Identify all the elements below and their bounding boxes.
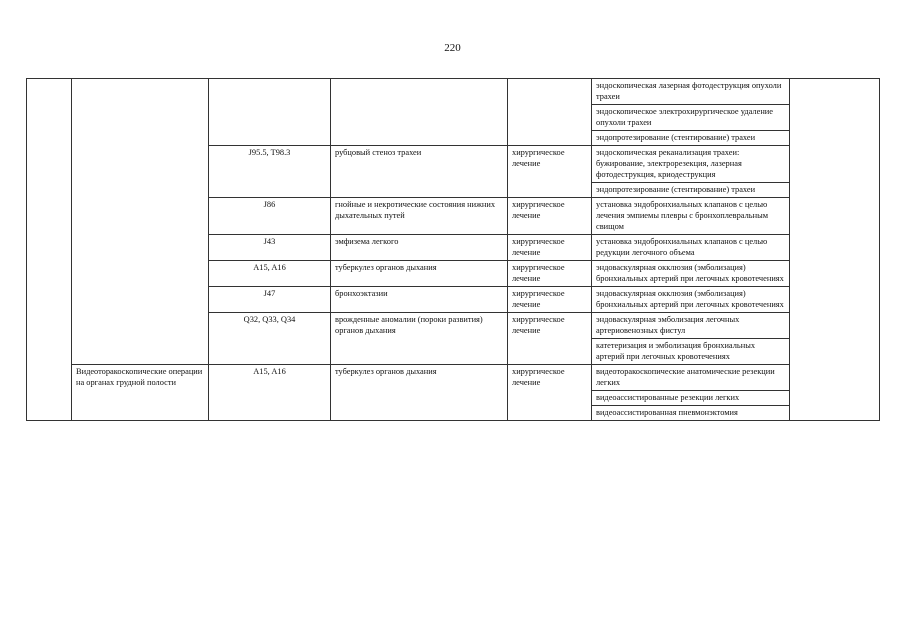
method-item: эндоваскулярная эмболизация легочных артериовенозных фистул — [592, 313, 789, 339]
treatment-cell: хирургическое лечение — [508, 287, 592, 313]
code-cell — [209, 79, 331, 146]
table-row — [27, 79, 880, 146]
group-title-cell: Видеоторакоскопические операции на органах грудной полости — [72, 365, 209, 421]
treatment-cell: хирургическое лечение — [508, 235, 592, 261]
method-item: эндоскопическое электрохирургическое удаление опухоли трахеи — [592, 105, 789, 131]
diagnosis-cell: эмфизема легкого — [331, 235, 508, 261]
treatment-cell — [508, 79, 592, 146]
code-cell: A15, A16 — [209, 261, 331, 287]
diagnosis-cell — [331, 79, 508, 146]
treatment-cell: хирургическое лечение — [508, 261, 592, 287]
methods-cell — [592, 313, 790, 365]
method-item: эндопротезирование (стентирование) трахеи — [596, 133, 756, 142]
methods-cell — [592, 79, 790, 146]
code-cell: A15, A16 — [209, 365, 331, 421]
procedures-table — [26, 78, 880, 421]
diagnosis-cell: туберкулез органов дыхания — [331, 365, 508, 421]
method-item: эндопротезирование (стентирование) трахеи — [596, 185, 756, 194]
method-item: катетеризация и эмболизация бронхиальных артерий при легочных кровотечениях — [596, 341, 756, 361]
page-number: 220 — [444, 42, 461, 54]
method-item: установка эндобронхиальных клапанов с целью редукции легочного объема — [596, 237, 768, 257]
method-item: эндоскопическая реканализация трахеи: бужирование, электрорезекция, лазерная фотодеструкция, криодеструкция — [592, 146, 789, 183]
methods-cell — [592, 198, 790, 235]
last-cell — [790, 79, 880, 421]
methods-cell — [592, 146, 790, 198]
method-item: эндоваскулярная окклюзия (эмболизация) бронхиальных артерий при легочных кровотечениях — [596, 289, 784, 309]
methods-cell — [592, 235, 790, 261]
treatment-cell: хирургическое лечение — [508, 365, 592, 421]
index-cell — [27, 79, 72, 421]
code-cell: J47 — [209, 287, 331, 313]
diagnosis-cell: туберкулез органов дыхания — [331, 261, 508, 287]
code-cell: J43 — [209, 235, 331, 261]
treatment-cell: хирургическое лечение — [508, 313, 592, 365]
method-item: видеоассистированная пневмонэктомия — [596, 408, 738, 417]
diagnosis-cell: рубцовый стеноз трахеи — [331, 146, 508, 198]
methods-cell — [592, 287, 790, 313]
table-row — [27, 365, 880, 421]
method-item: видеоторакоскопические анатомические резекции легких — [592, 365, 789, 391]
diagnosis-cell: бронхоэктазии — [331, 287, 508, 313]
method-item: эндоскопическая лазерная фотодеструкция опухоли трахеи — [592, 79, 789, 105]
group-title-cell — [72, 79, 209, 365]
diagnosis-cell: врожденные аномалии (пороки развития) органов дыхания — [331, 313, 508, 365]
code-cell: J86 — [209, 198, 331, 235]
methods-cell — [592, 365, 790, 421]
code-cell: Q32, Q33, Q34 — [209, 313, 331, 365]
treatment-cell: хирургическое лечение — [508, 198, 592, 235]
method-item: эндоваскулярная окклюзия (эмболизация) бронхиальных артерий при легочных кровотечениях — [596, 263, 784, 283]
diagnosis-cell: гнойные и некротические состояния нижних дыхательных путей — [331, 198, 508, 235]
code-cell: J95.5, T98.3 — [209, 146, 331, 198]
method-item: установка эндобронхиальных клапанов с целью лечения эмпиемы плевры с бронхоплевральным свищом — [596, 200, 768, 231]
method-item: видеоассистированные резекции легких — [592, 391, 789, 406]
treatment-cell: хирургическое лечение — [508, 146, 592, 198]
methods-cell — [592, 261, 790, 287]
